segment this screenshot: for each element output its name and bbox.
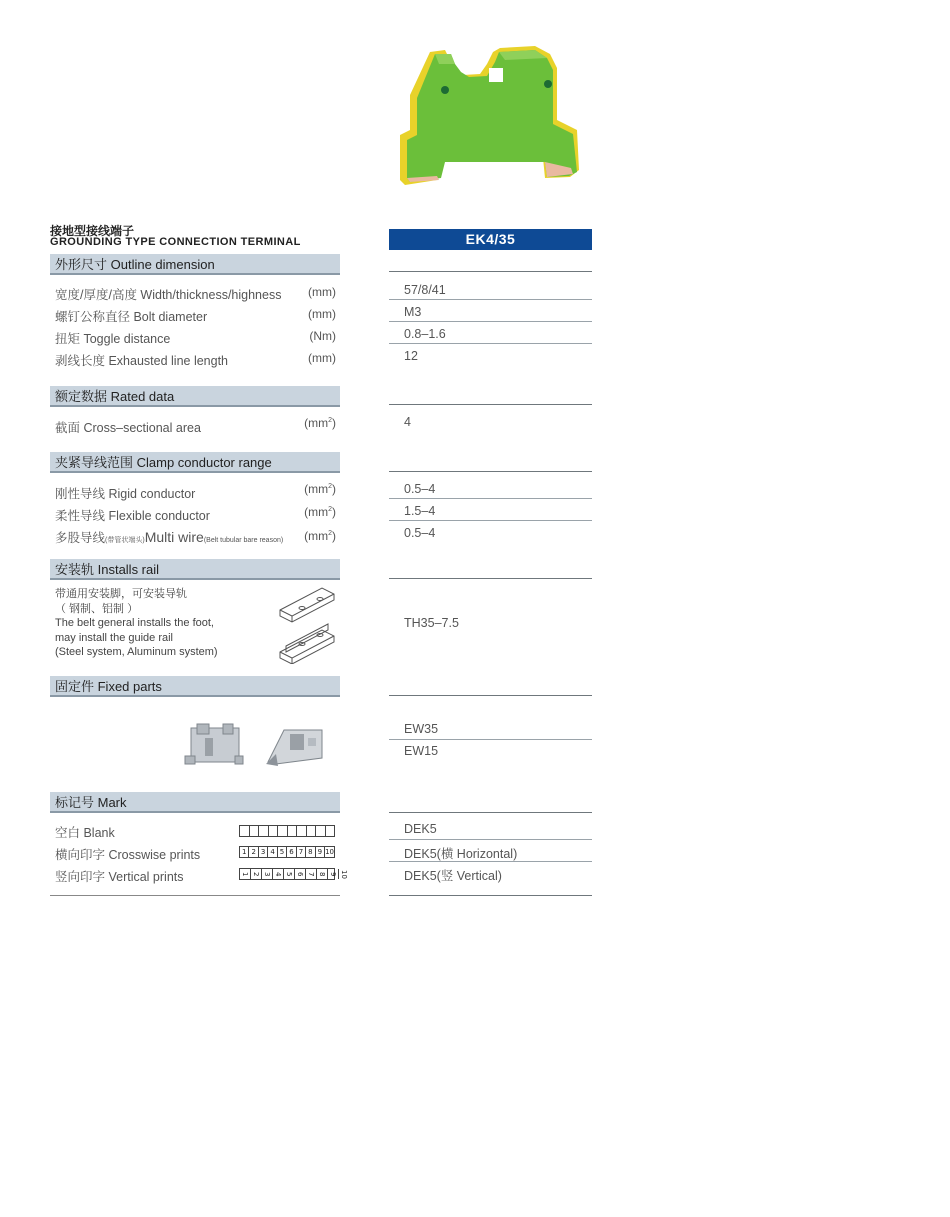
section-outline-dimension: 外形尺寸 Outline dimension [50, 254, 340, 275]
divider [389, 321, 592, 322]
divider [389, 271, 592, 272]
rail-line: The belt general installs the foot, [55, 617, 214, 629]
mark-cell: 4 [268, 847, 277, 857]
mark-label: 竖向印字 Vertical prints [55, 870, 184, 884]
bottom-rule-left [50, 895, 340, 896]
mark-cell: 3 [262, 869, 273, 879]
mark-cell: 9 [328, 869, 339, 879]
mark-cell: 2 [249, 847, 258, 857]
rail-line: 带通用安装脚，可安装导轨 [55, 588, 187, 600]
row-unit: (Nm) [309, 329, 336, 343]
row-unit: $(mm^2)$ [304, 482, 336, 496]
mark-label: 空白 Blank [55, 826, 115, 840]
mark-value: DEK5(横 Horizontal) [404, 847, 518, 861]
divider [389, 299, 592, 300]
mark-strip-vertical [239, 868, 348, 880]
section-clamp-range: 夹紧导线范围 Clamp conductor range [50, 452, 340, 473]
rail-line: （ 钢制、铝制 ） [55, 602, 139, 615]
mark-cell: 7 [297, 847, 306, 857]
row-value: 0.8–1.6 [404, 327, 446, 341]
section-rated-data: 额定数据 Rated data [50, 386, 340, 407]
mark-value: DEK5 [404, 822, 437, 836]
end-stop-image [264, 724, 326, 768]
row-label: 剥线长度 Exhausted line length [55, 354, 229, 368]
mark-label: 横向印字 Crosswise prints [55, 848, 201, 862]
mark-cell: 8 [317, 869, 328, 879]
terminal-block-image [395, 40, 585, 190]
mark-cell [316, 826, 326, 836]
mark-cell [240, 826, 250, 836]
divider [389, 343, 592, 344]
section-fixed-parts: 固定件 Fixed parts [50, 676, 340, 697]
mark-strip-blank [239, 825, 335, 837]
mark-cell [288, 826, 298, 836]
mark-cell: 2 [251, 869, 262, 879]
row-unit: $(mm^2)$ [304, 416, 336, 430]
rail-line: (Steel system, Aluminum system) [55, 646, 218, 658]
title-chinese: 接地型接线端子 [50, 224, 135, 238]
divider [389, 739, 592, 740]
model-header: EK4/35 [389, 229, 592, 250]
rail-value: TH35–7.5 [404, 616, 459, 630]
mark-cell: 6 [287, 847, 296, 857]
mark-cell: 9 [316, 847, 325, 857]
divider [389, 471, 592, 472]
row-label-multi-wire: 多股导线(带管状端头)Multi wire(Belt tubular bare reason) [55, 529, 284, 545]
row-value: 12 [404, 349, 418, 363]
divider [389, 812, 592, 813]
mark-cell: 5 [284, 869, 295, 879]
end-bracket-image [183, 720, 245, 768]
row-label: 刚性导线 Rigid conductor [55, 487, 196, 501]
fixed-part-value: EW15 [404, 744, 439, 758]
mark-cell [269, 826, 279, 836]
mark-cell: 1 [240, 869, 251, 879]
fixed-part-value: EW35 [404, 722, 439, 736]
row-value: M3 [404, 305, 422, 319]
row-unit: $(mm^2)$ [304, 529, 336, 543]
mark-cell [297, 826, 307, 836]
row-label: 螺钉公称直径 Bolt diameter [55, 310, 208, 324]
divider [389, 839, 592, 840]
mark-cell: 6 [295, 869, 306, 879]
title-english: GROUNDING TYPE CONNECTION TERMINAL [50, 236, 301, 248]
row-label: 柔性导线 Flexible conductor [55, 509, 210, 523]
row-label: 宽度/厚度/高度 Width/thickness/highness [55, 288, 282, 302]
divider [389, 861, 592, 862]
rail-line: may install the guide rail [55, 631, 174, 644]
mark-strip-crosswise [239, 846, 335, 858]
mark-cell [326, 826, 335, 836]
mark-cell: 7 [306, 869, 317, 879]
divider [389, 498, 592, 499]
bottom-rule-right [389, 895, 592, 896]
row-unit: (mm) [308, 351, 336, 365]
row-unit: (mm) [308, 285, 336, 299]
section-installs-rail: 安装轨 Installs rail [50, 559, 340, 580]
divider [389, 520, 592, 521]
mark-cell: 10 [325, 848, 334, 856]
row-unit: (mm) [308, 307, 336, 321]
mark-cell [250, 826, 260, 836]
mark-cell: 5 [278, 847, 287, 857]
din-rail-image [276, 584, 338, 664]
divider [389, 695, 592, 696]
section-mark: 标记号 Mark [50, 792, 340, 813]
mark-cell: 8 [306, 847, 315, 857]
row-label: 扭矩 Toggle distance [55, 332, 171, 346]
row-value: 0.5–4 [404, 482, 436, 496]
divider [389, 404, 592, 405]
row-value: 0.5–4 [404, 526, 436, 540]
mark-cell: 1 [240, 847, 249, 857]
row-value: 4 [404, 415, 411, 429]
mark-cell [278, 826, 288, 836]
mark-value: DEK5(竖 Vertical) [404, 869, 502, 883]
row-unit: $(mm^2)$ [304, 505, 336, 519]
mark-cell: 10 [340, 869, 348, 879]
mark-cell [307, 826, 317, 836]
rail-description [55, 587, 218, 660]
row-value: 1.5–4 [404, 504, 436, 518]
divider [389, 578, 592, 579]
mark-cell [259, 826, 269, 836]
row-label: 截面 Cross–sectional area [55, 421, 201, 435]
mark-cell: 4 [273, 869, 284, 879]
mark-cell: 3 [259, 847, 268, 857]
row-value: 57/8/41 [404, 283, 446, 297]
